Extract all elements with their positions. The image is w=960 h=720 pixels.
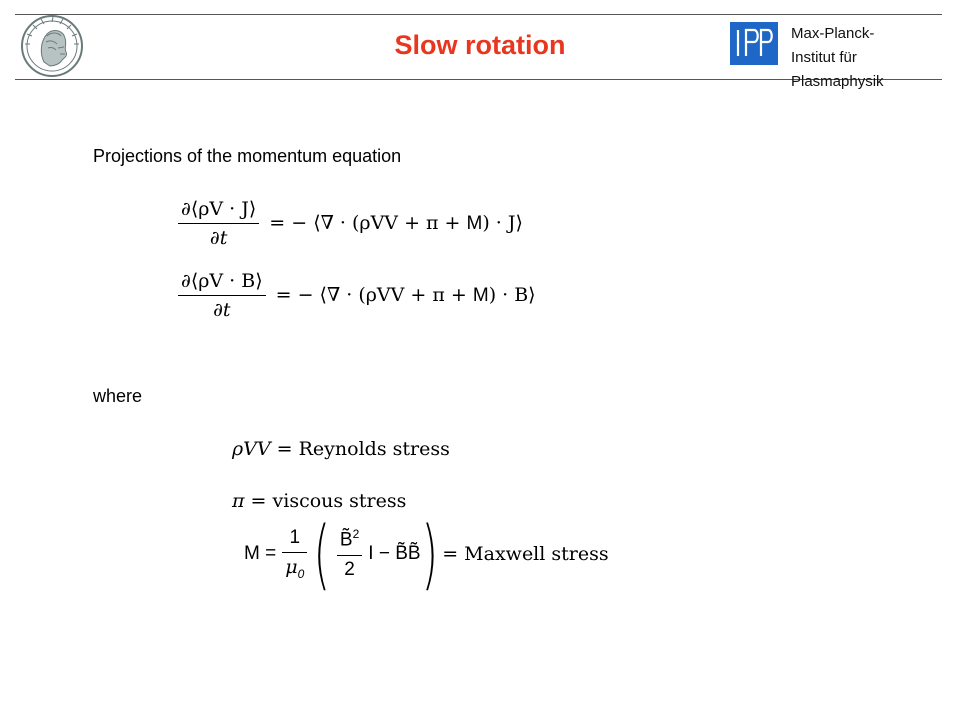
institute-line-3: Plasmaphysik (791, 73, 884, 90)
maxwell-prefactor-den: μ (285, 556, 298, 579)
maxwell-prefactor (282, 527, 307, 581)
institute-name (791, 22, 884, 94)
left-paren: ( (313, 509, 331, 598)
definition-reynolds-stress (232, 438, 450, 460)
institute-line-1: Max-Planck- (791, 25, 875, 42)
eq2-rhs-suffix: ) · B⟩ (488, 284, 536, 307)
right-paren: ) (421, 509, 438, 598)
ipp-logo-icon (730, 22, 778, 65)
viscous-rhs: = viscous stress (250, 490, 407, 512)
maxwell-inner-den: 2 (344, 558, 355, 580)
header-top-rule (15, 14, 942, 15)
eq1-rhs-m: M (466, 213, 483, 235)
eq1-rhs-suffix: ) · J⟩ (482, 212, 523, 235)
maxwell-inner-rest: I − B̃B̃ (368, 543, 421, 564)
equation-j-projection (172, 198, 523, 249)
reynolds-rhs: = Reynolds stress (276, 438, 450, 460)
intro-text: Projections of the momentum equation (93, 146, 402, 166)
maxwell-prefactor-den-sub: 0 (297, 567, 305, 582)
institute-line-2: Institut für (791, 49, 857, 66)
eq1-denominator: ∂t (209, 227, 228, 250)
eq2-denominator: ∂t (213, 299, 231, 322)
maxwell-inner-fraction (337, 527, 362, 581)
maxwell-lhs: M = (244, 543, 277, 564)
eq2-rhs-m: M (472, 285, 489, 307)
eq2-numerator: ∂⟨ρV · B⟩ (181, 270, 263, 292)
slide-title: Slow rotation (394, 30, 566, 60)
definition-maxwell-stress (244, 509, 609, 598)
eq2-rhs-prefix: = − ⟨∇ · (ρVV + π + (275, 284, 473, 307)
maxwell-rhs: = Maxwell stress (442, 543, 609, 565)
eq1-numerator: ∂⟨ρV · J⟩ (181, 198, 257, 220)
maxwell-inner-num: B̃ (339, 529, 353, 551)
maxwell-inner-num-sup: 2 (352, 527, 360, 542)
maxwell-prefactor-num: 1 (289, 526, 301, 548)
viscous-lhs: π (232, 490, 245, 512)
eq1-fraction (178, 198, 259, 249)
eq2-fraction (178, 270, 266, 321)
equation-b-projection (172, 270, 536, 321)
eq1-rhs-prefix: = − ⟨∇ · (ρVV + π + (269, 212, 467, 235)
reynolds-lhs: ρVV (232, 438, 271, 460)
where-text: where (93, 386, 143, 406)
